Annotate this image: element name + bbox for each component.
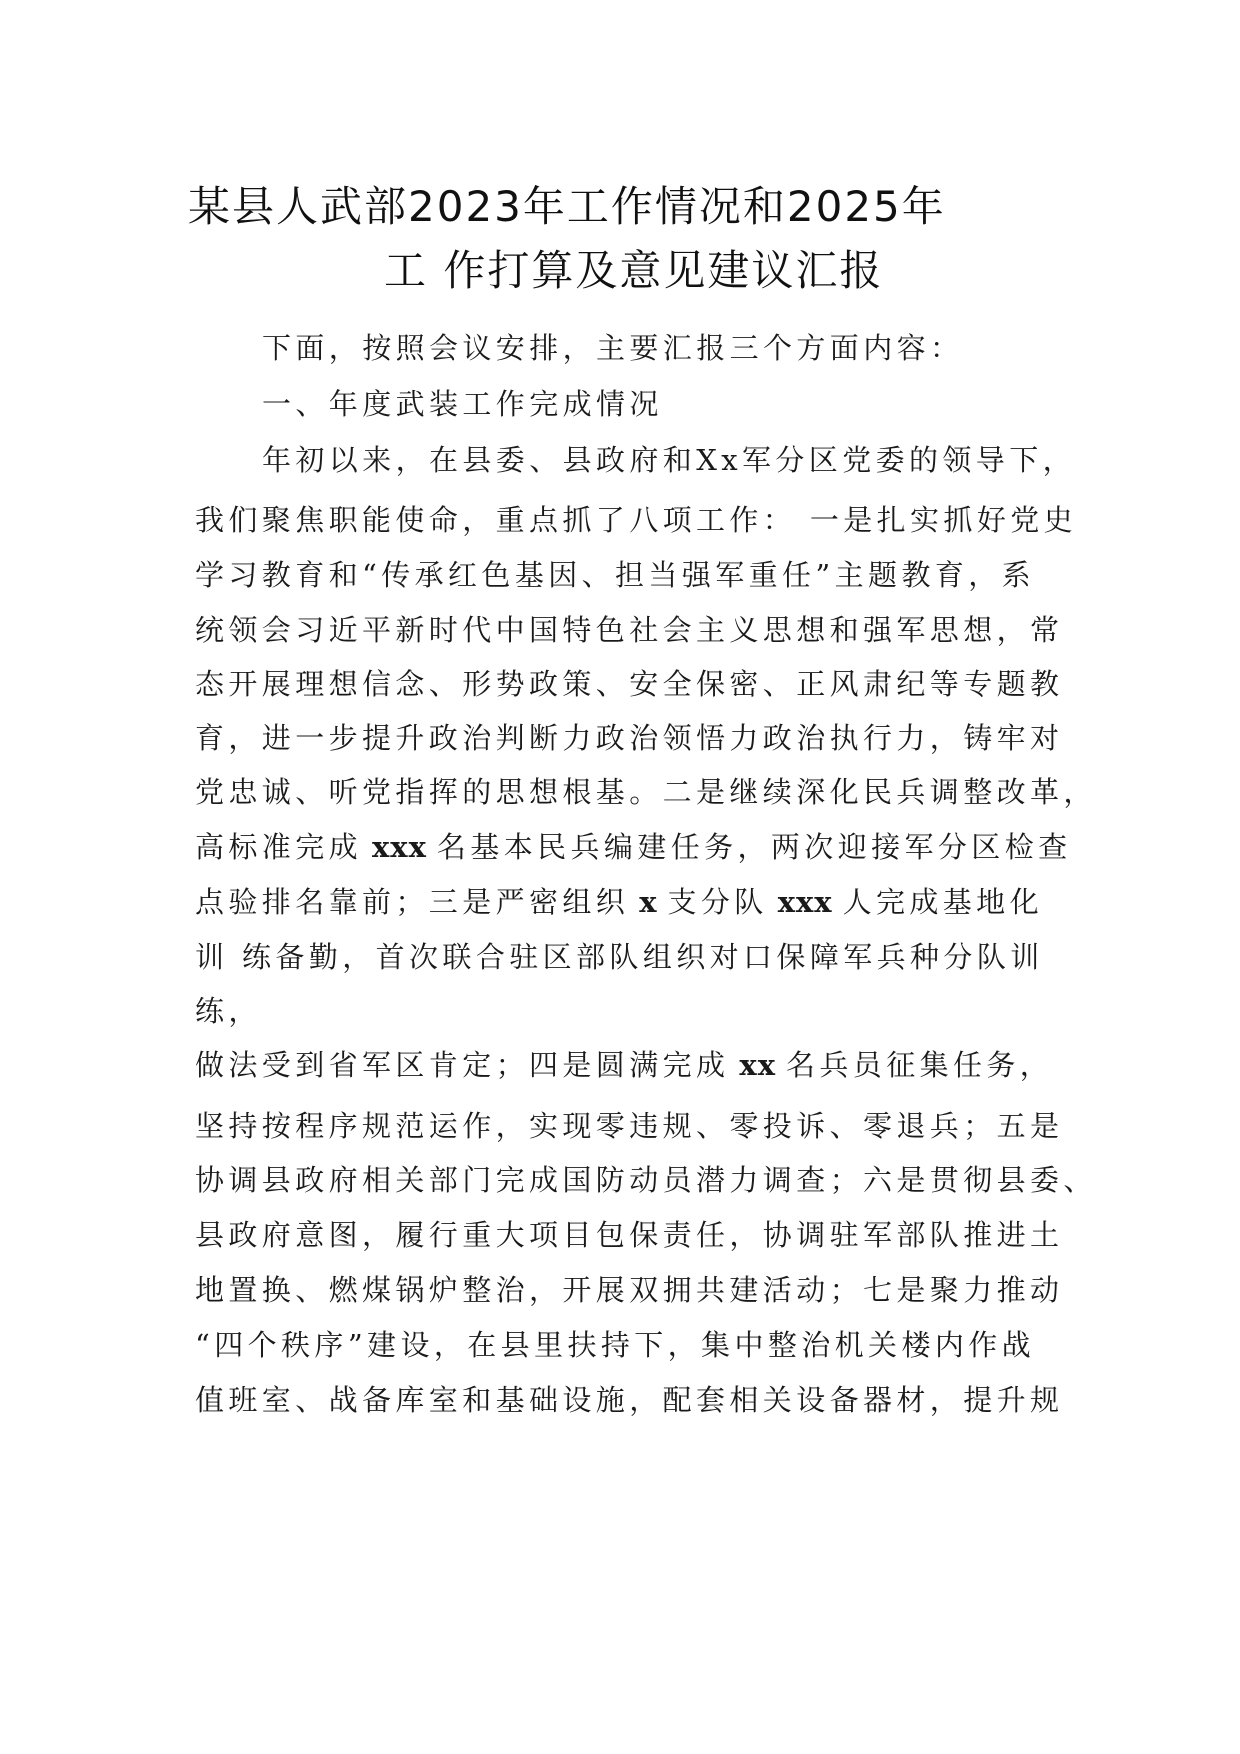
document-title-line-2: 工 作打算及意见建议汇报 [384,246,884,295]
body-line: 值班室、战备库室和基础设施，配套相关设备器材，提升规 [195,1383,1064,1417]
body-line: 坚持按程序规范运作，实现零违规、零投诉、零退兵；五是 [195,1109,1064,1143]
body-line: 协调县政府相关部门完成国防动员潜力调查；六是贯彻县委、 [195,1163,1097,1197]
document-title-line-1: 某县人武部2023年工作情况和2025年 [188,182,946,231]
body-line: “四个秩序”建设，在县里扶持下，集中整治机关楼内作战 [195,1328,1036,1362]
body-line: 训 练备勤，首次联合驻区部队组织对口保障军兵种分队训 [195,940,1044,974]
body-line: 地置换、燃煤锅炉整治，开展双拥共建活动；七是聚力推动 [195,1273,1064,1307]
body-line: 统领会习近平新时代中国特色社会主义思想和强军思想，常 [195,613,1064,647]
body-text: 名基本民兵编建任务，两次迎接军分区检查 [436,830,1072,864]
body-text: 点验排名靠前；三是严密组织 [195,885,630,919]
placeholder-count: xxx [372,830,427,864]
placeholder-count: xxx [777,885,833,919]
body-text: 支分队 [667,885,768,919]
body-text: 名兵员征集任务， [786,1048,1054,1082]
body-line [195,1045,1053,1085]
body-line: 育，进一步提升政治判断力政治领悟力政治执行力，铸牢对 [195,721,1064,755]
body-line: 学习教育和“传承红色基因、担当强军重任”主题教育，系 [195,558,1036,592]
section-heading-1: 一、年度武装工作完成情况 [262,387,663,421]
body-line [195,827,1072,867]
body-line: 年初以来，在县委、县政府和Xx军分区党委的领导下， [262,443,1077,477]
body-line: 态开展理想信念、形势政策、安全保密、正风肃纪等专题教 [195,667,1064,701]
body-line: 县政府意图，履行重大项目包保责任，协调驻军部队推进土 [195,1218,1064,1252]
body-text: 做法受到省军区肯定；四是圆满完成 [195,1048,730,1082]
intro-paragraph: 下面，按照会议安排，主要汇报三个方面内容： [262,331,964,365]
body-line: 党忠诚、听党指挥的思想根基。二是继续深化民兵调整改革， [195,775,1097,809]
body-line: 练， [195,994,262,1028]
body-text: 人完成基地化 [842,885,1043,919]
body-line [195,882,1043,922]
body-line: 我们聚焦职能使命，重点抓了八项工作： 一是扎实抓好党史 [195,503,1078,537]
placeholder-count: xx [739,1048,776,1082]
placeholder-count: x [639,885,658,919]
body-text: 高标准完成 [195,830,363,864]
